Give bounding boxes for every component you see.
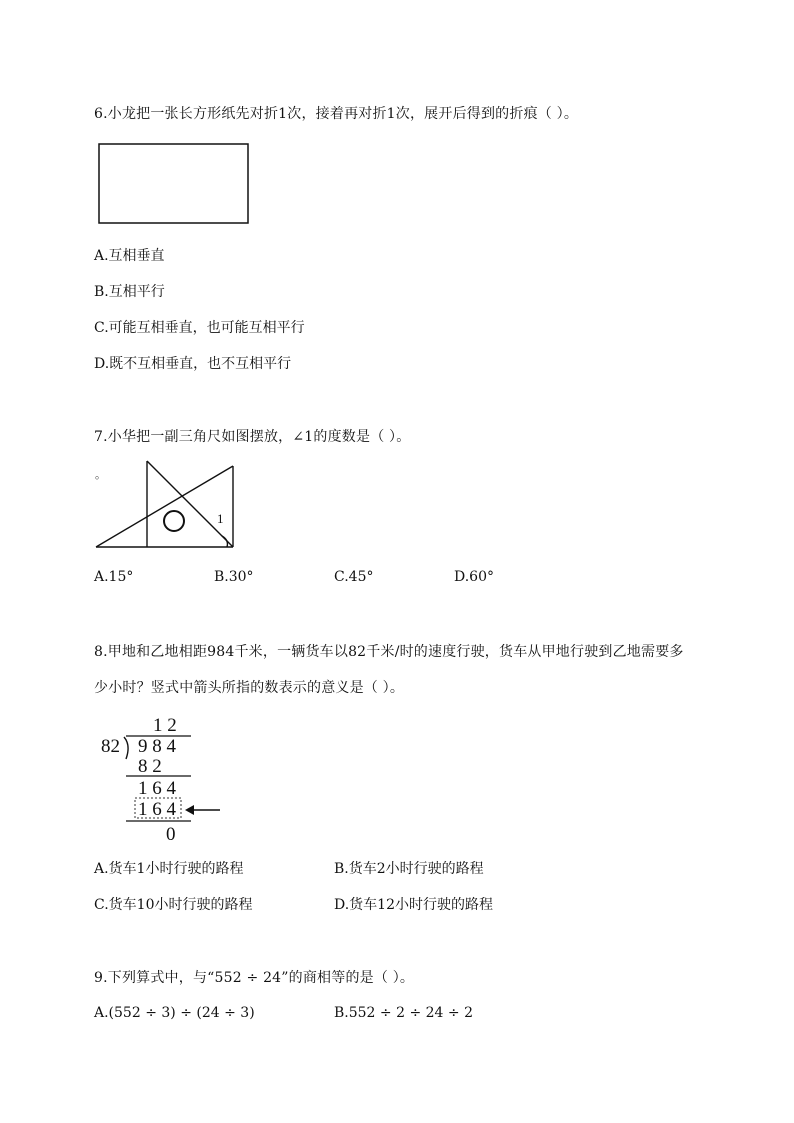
q8-option-d: D.货车12小时行驶的路程 [334, 897, 493, 913]
question-8-text-line-1: 8.甲地和乙地相距984千米，一辆货车以82千米/时的速度行驶，货车从甲地行驶到乙地需要多 [94, 644, 684, 660]
division-divisor: 82 [101, 736, 120, 757]
question-9-text: 9.下列算式中，与“552 ÷ 24”的商相等的是（ ）。 [94, 970, 415, 986]
q7-option-c: C.45° [334, 569, 374, 585]
division-remainder: 0 [166, 824, 176, 845]
q6-option-b: B.互相平行 [94, 284, 165, 300]
q6-option-a: A.互相垂直 [94, 248, 165, 264]
division-step-3: 1 6 4 [138, 799, 176, 820]
division-dividend: 9 8 4 [138, 736, 176, 757]
question-7-text: 7.小华把一副三角尺如图摆放，∠1的度数是（ ）。 [94, 429, 411, 445]
division-quotient: 1 2 [153, 715, 177, 736]
division-bracket [124, 737, 128, 759]
angle-1-label: 1 [217, 511, 224, 526]
arrow-head-icon [185, 805, 194, 815]
q9-option-a: A.(552 ÷ 3) ÷ (24 ÷ 3) [94, 1005, 255, 1021]
question-6-text: 6.小龙把一张长方形纸先对折1次，接着再对折1次，展开后得到的折痕（ ）。 [94, 106, 579, 122]
q8-option-a: A.货车1小时行驶的路程 [94, 861, 244, 877]
q7-option-b: B.30° [214, 569, 254, 585]
q6-option-c: C.可能互相垂直，也可能互相平行 [94, 320, 305, 336]
q6-option-d: D.既不互相垂直，也不互相平行 [94, 356, 292, 372]
q7-option-d: D.60° [454, 569, 494, 585]
q7-option-a: A.15° [94, 569, 134, 585]
q9-option-b: B.552 ÷ 2 ÷ 24 ÷ 2 [334, 1005, 473, 1021]
q8-option-b: B.货车2小时行驶的路程 [334, 861, 484, 877]
corner-mark: 。 [95, 468, 106, 481]
q8-option-c: C.货车10小时行驶的路程 [94, 897, 253, 913]
division-step-1: 8 2 [138, 756, 162, 777]
question-8-text-line-2: 少小时？竖式中箭头所指的数表示的意义是（ ）。 [94, 680, 405, 696]
division-step-2: 1 6 4 [138, 778, 176, 799]
